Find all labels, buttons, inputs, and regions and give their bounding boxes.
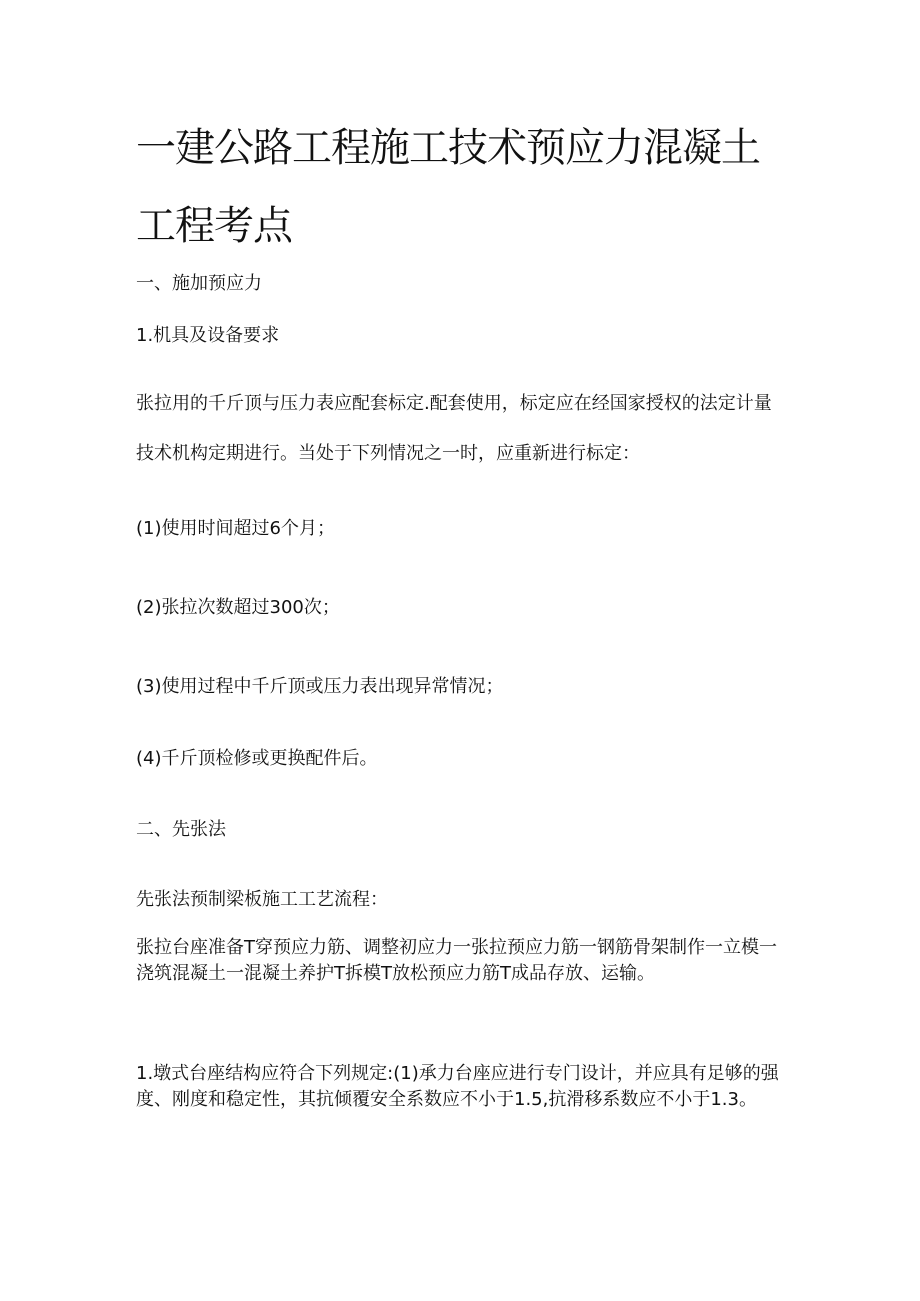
paragraph-calibration: 张拉用的千斤顶与压力表应配套标定.配套使用，标定应在经国家授权的法定计量技术机构定期进行。当处于下列情况之一时，应重新进行标定：: [136, 393, 772, 464]
paragraph-pier-pedestal-rule: 1.墩式台座结构应符合下列规定:(1)承力台座应进行专门设计，并应具有足够的强度、刚度和稳定性，其抗倾覆安全系数应不小于1.5,抗滑移系数应不小于1.3。: [136, 1063, 779, 1110]
paragraph-process-intro: 先张法预制梁板施工工艺流程：: [136, 889, 388, 910]
paragraph-process-flow: 张拉台座准备T穿预应力筋、调整初应力一张拉预应力筋一钢筋骨架制作一立模一浇筑混凝土一混凝土养护T拆模T放松预应力筋T成品存放、运输。: [136, 937, 777, 984]
list-item: (1)使用时间超过6个月；: [136, 518, 335, 539]
list-item: (4)千斤顶检修或更换配件后。: [136, 748, 378, 769]
section-heading-2: 二、先张法: [136, 819, 226, 840]
list-item: (2)张拉次数超过300次；: [136, 597, 340, 618]
list-item: (3)使用过程中千斤顶或压力表出现异常情况；: [136, 676, 504, 697]
subsection-heading-equipment: 1.机具及设备要求: [136, 325, 280, 346]
document-title: 一建公路工程施工技术预应力混凝土工程考点: [136, 125, 760, 249]
section-heading-1: 一、施加预应力: [136, 273, 262, 294]
